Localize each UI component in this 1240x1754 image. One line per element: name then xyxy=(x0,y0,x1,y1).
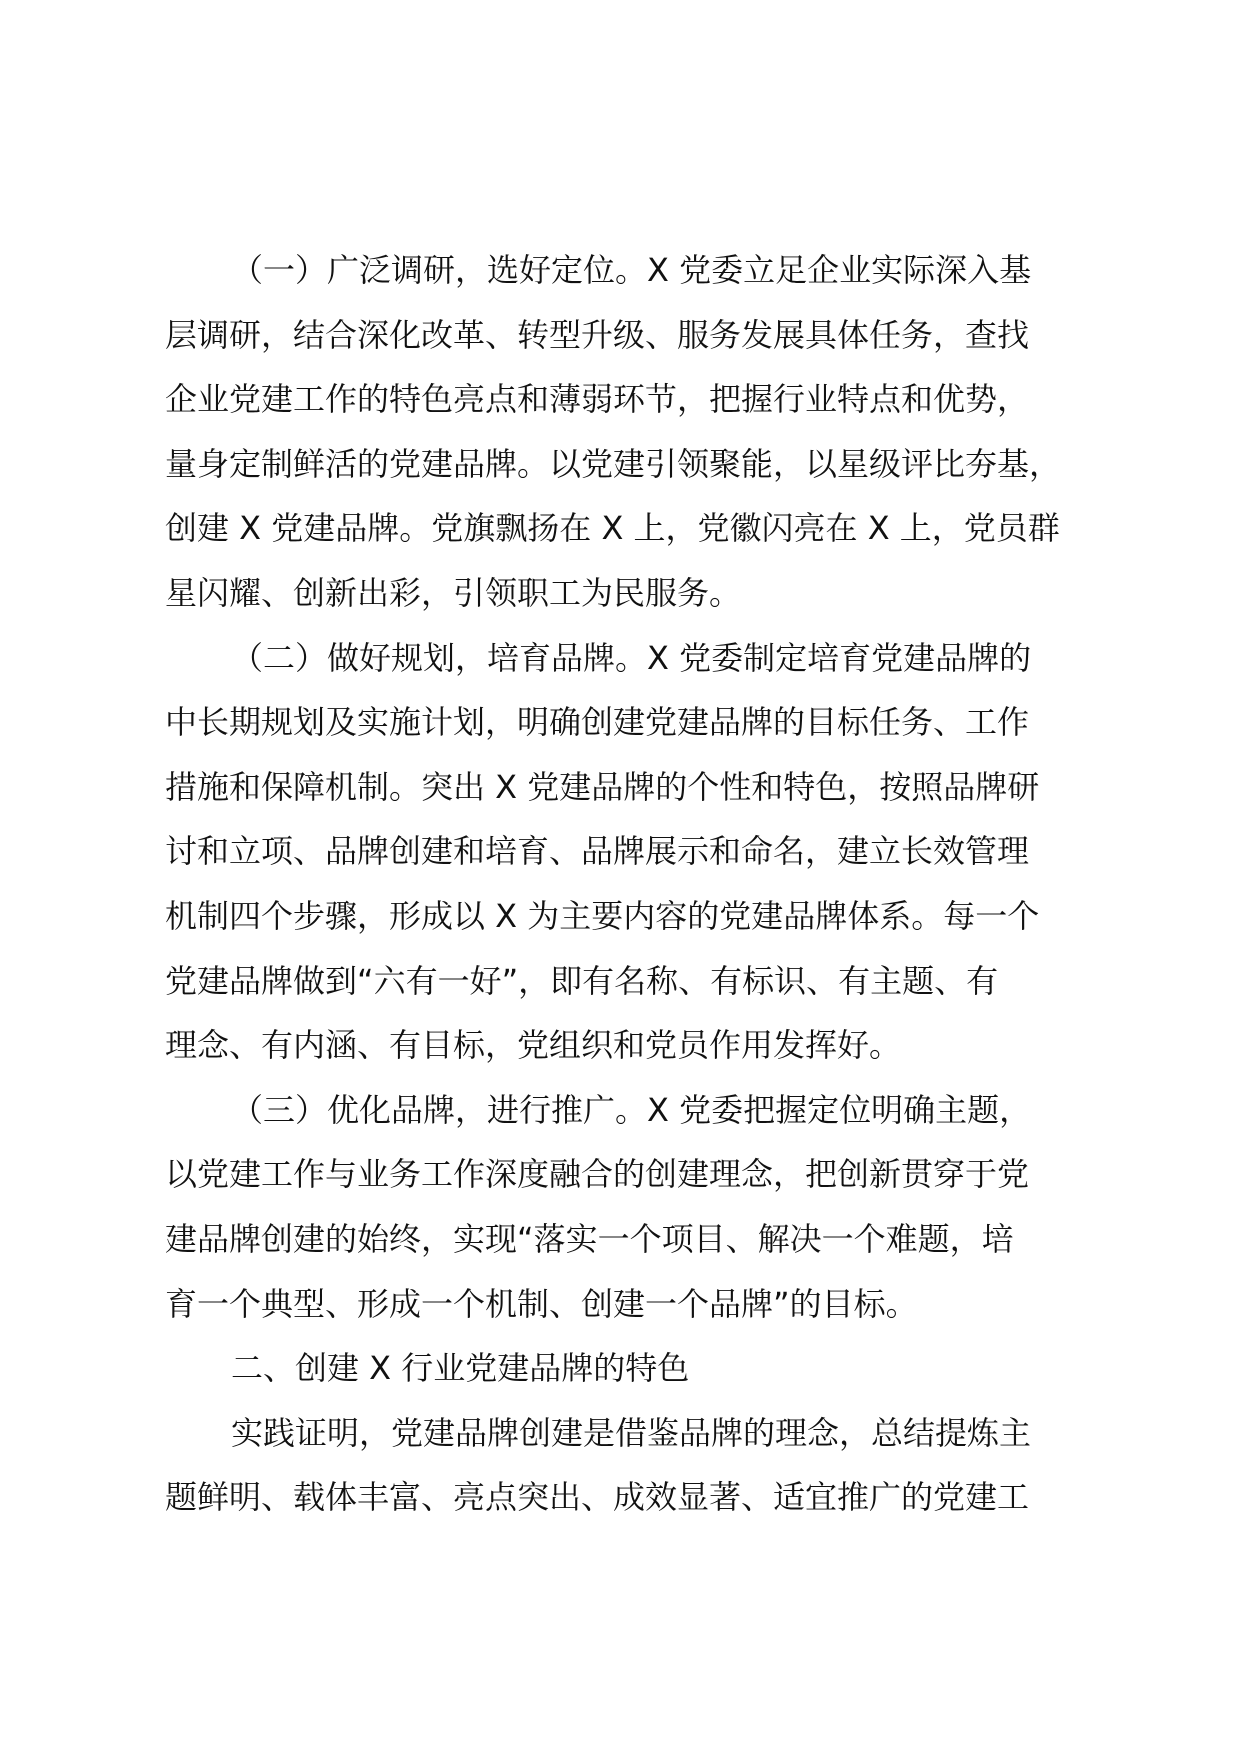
paragraph-2-line-3: 措施和保障机制。突出 X 党建品牌的个性和特色，按照品牌研 xyxy=(165,767,1040,806)
paragraph-1-line-5: 创建 X 党建品牌。党旗飘扬在 X 上，党徽闪亮在 X 上，党员群 xyxy=(165,509,1060,548)
paragraph-2-line-7: 理念、有内涵、有目标，党组织和党员作用发挥好。 xyxy=(165,1026,902,1065)
paragraph-1-line-2: 层调研，结合深化改革、转型升级、服务发展具体任务，查找 xyxy=(165,315,1030,354)
paragraph-2-line-6: 党建品牌做到“六有一好”，即有名称、有标识、有主题、有 xyxy=(165,961,999,1000)
paragraph-1-line-4: 量身定制鲜活的党建品牌。以党建引领聚能，以星级评比夯基， xyxy=(165,444,1062,483)
paragraph-3-line-1: （三）优化品牌，进行推广。X 党委把握定位明确主题， xyxy=(231,1090,1032,1129)
paragraph-1-line-3: 企业党建工作的特色亮点和薄弱环节，把握行业特点和优势， xyxy=(165,380,1030,419)
paragraph-3-line-3: 建品牌创建的始终，实现“落实一个项目、解决一个难题，培 xyxy=(165,1219,1014,1258)
paragraph-1-line-1: （一）广泛调研，选好定位。X 党委立足企业实际深入基 xyxy=(231,251,1032,289)
paragraph-1-line-6: 星闪耀、创新出彩，引领职工为民服务。 xyxy=(165,573,742,612)
paragraph-2-line-5: 机制四个步骤，形成以 X 为主要内容的党建品牌体系。每一个 xyxy=(165,896,1040,935)
document-body xyxy=(165,238,1095,1530)
paragraph-2-line-1: （二）做好规划，培育品牌。X 党委制定培育党建品牌的 xyxy=(231,638,1032,677)
section-heading: 二、创建 X 行业党建品牌的特色 xyxy=(231,1349,690,1388)
paragraph-2-line-4: 讨和立项、品牌创建和培育、品牌展示和命名，建立长效管理 xyxy=(165,832,1030,871)
paragraph-4-line-2: 题鲜明、载体丰富、亮点突出、成效显著、适宜推广的党建工 xyxy=(165,1478,1030,1517)
paragraph-3-line-2: 以党建工作与业务工作深度融合的创建理念，把创新贯穿于党 xyxy=(165,1155,1030,1194)
paragraph-3-line-4: 育一个典型、形成一个机制、创建一个品牌”的目标。 xyxy=(165,1284,918,1323)
paragraph-4-line-1: 实践证明，党建品牌创建是借鉴品牌的理念，总结提炼主 xyxy=(231,1413,1032,1452)
paragraph-2-line-2: 中长期规划及实施计划，明确创建党建品牌的目标任务、工作 xyxy=(165,703,1030,742)
